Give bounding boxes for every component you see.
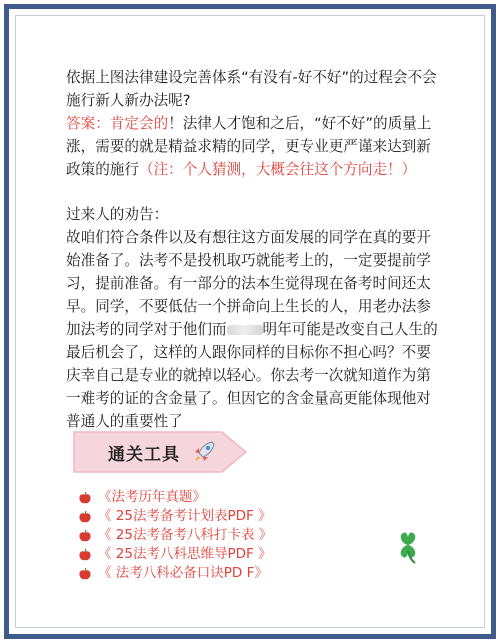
tool-item-label: 《 25法考备考计划表PDF 》 <box>98 508 272 524</box>
tools-title: 通关工具 <box>108 445 180 465</box>
list-item[interactable] <box>78 545 378 564</box>
apple-icon <box>78 567 92 581</box>
list-item[interactable] <box>78 488 378 507</box>
list-item[interactable] <box>78 526 378 545</box>
answer-paragraph <box>66 112 444 181</box>
list-item[interactable] <box>78 507 378 526</box>
answer-highlight: 肯定会的 <box>109 115 169 132</box>
article-body <box>66 66 444 433</box>
tool-item-label: 《 法考八科必备口诀PD F》 <box>98 565 268 581</box>
tool-item-label: 《法考历年真题》 <box>98 489 206 505</box>
answer-note: （注：个人猜测，大概会往这个方向走！） <box>138 161 417 178</box>
advice-body <box>66 226 444 433</box>
apple-icon <box>78 548 92 562</box>
answer-body: ！法律人才饱和之后，“好不好”的质量上涨，需要的就是精益求精的同学，更专业更严谨来达到新政策的施行 <box>66 115 432 178</box>
tools-badge <box>72 430 248 474</box>
apple-icon <box>78 491 92 505</box>
apple-icon <box>78 529 92 543</box>
tool-item-label: 《 25法考八科思维导PDF 》 <box>98 546 272 562</box>
advice-title: 过来人的劝告： <box>66 206 169 223</box>
clover-icon <box>388 526 428 570</box>
watermark-smudge <box>227 325 263 335</box>
advice-body-part2: 明年可能是改变自己人生的最后机会了，这样的人跟你同样的目标你不担心吗？不要庆幸自己是专业的就掉以轻心。你去考一次就知道作为第一难考的证的含金量了。但因它的含金量高更能体现他对普通人的重要性了 <box>66 321 438 430</box>
answer-label: 答案： <box>66 115 110 132</box>
list-item[interactable] <box>78 564 378 583</box>
advice-body-part1: 故咱们符合条件以及有想往这方面发展的同学在真的要开始准备了。法考不是投机取巧就能考上的，一定要提前学习，提前准备。有一部分的法本生觉得现在备考时间还太早。同学，不要低估一个拼命向上生长的人，用老办法参加法考的同学对于他们而 <box>66 229 431 338</box>
tools-list <box>78 488 378 583</box>
tool-item-label: 《 25法考备考八科打卡表 》 <box>98 527 273 543</box>
question-text: 依据上图法律建设完善体系“有没有-好不好”的过程会不会施行新人新办法呢? <box>66 69 437 109</box>
apple-icon <box>78 510 92 524</box>
